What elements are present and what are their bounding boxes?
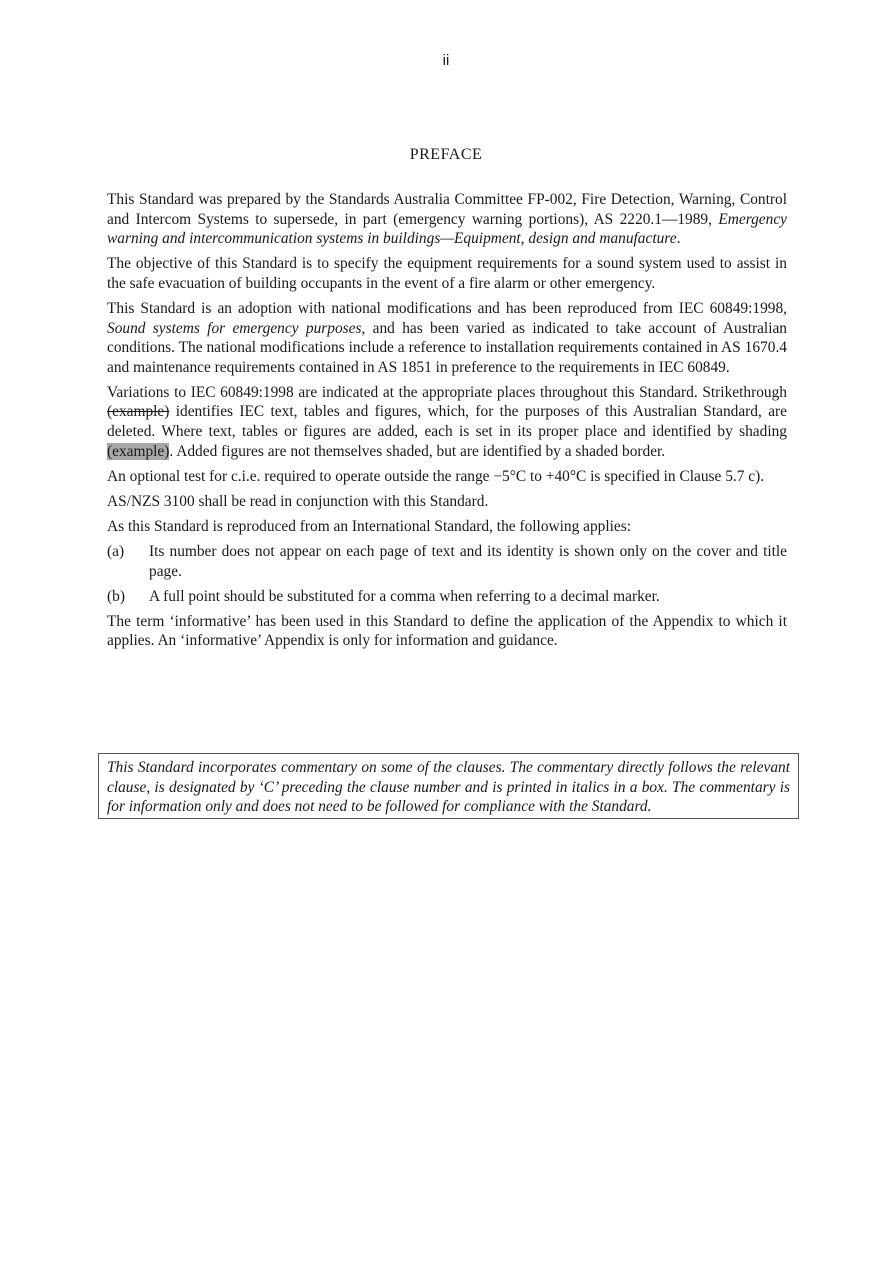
paragraph-applies: As this Standard is reproduced from an International Standard, the following applies: — [107, 517, 632, 535]
shaded-example: (example) — [107, 442, 170, 460]
preface-body — [107, 190, 787, 656]
paragraph-optional-test: An optional test for c.i.e. required to operate outside the range −5°C to +40°C is specified in Clause 5.7 c). — [107, 467, 765, 485]
list-text: A full point should be substituted for a comma when referring to a decimal marker. — [149, 587, 660, 605]
paragraph-conjunction: AS/NZS 3100 shall be read in conjunction with this Standard. — [107, 492, 489, 510]
paragraph-text: This Standard is an adoption with national modifications and has been reproduced from IEC 60849:1998, — [107, 299, 787, 317]
page-number: ii — [442, 52, 450, 69]
list-marker: (b) — [107, 587, 125, 605]
paragraph-text: This Standard was prepared by the Standards Australia Committee FP-002, Fire Detection, Warning, Control and Intercom Systems to supersede, in part (emergency warning portions), AS 2220.1—1989, — [107, 191, 787, 228]
iec-standard-title: Sound systems for emergency purposes — [107, 319, 362, 337]
paragraph-variations — [107, 383, 787, 461]
paragraph-informative: The term ‘informative’ has been used in this Standard to define the application of the Appendix to which it applies. An ‘informative’ Appendix is only for information and guidance. — [107, 612, 787, 650]
list-item — [107, 587, 787, 607]
paragraph-text: . Added figures are not themselves shaded, but are identified by a shaded border. — [169, 442, 666, 460]
paragraph-adoption — [107, 299, 787, 377]
list-item — [107, 542, 787, 581]
list-marker: (a) — [107, 543, 125, 560]
paragraph-text: , and has been varied as indicated to take account of Australian conditions. The national modifications include a reference to installation requirements contained in AS 1670.4 and maintenance requirements contained in AS 1851 in preference to the requirements in IEC 60849. — [107, 319, 788, 376]
page-title: PREFACE — [409, 146, 483, 163]
superseded-standard-title: Emergency warning and intercommunication systems in buildings—Equipment, design and manufacture — [107, 210, 787, 248]
paragraph-text: . — [676, 230, 681, 248]
list-text: Its number does not appear on each page of text and its identity is shown only on the cover and title page. — [149, 543, 787, 580]
strikethrough-example: (example) — [107, 403, 170, 421]
paragraph-supersedes — [107, 190, 787, 249]
paragraph-text: Variations to IEC 60849:1998 are indicated at the appropriate places throughout this Standard. Strikethrough — [107, 383, 787, 401]
paragraph-objective: The objective of this Standard is to specify the equipment requirements for a sound system used to assist in the safe evacuation of building occupants in the event of a fire alarm or other emergency. — [107, 255, 787, 292]
paragraph-text: identifies IEC text, tables and figures, which, for the purposes of this Australian Standard, are deleted. Where text, tables or figures are added, each is set in its proper place and identified by shading — [107, 403, 787, 441]
commentary-box: This Standard incorporates commentary on some of the clauses. The commentary directly follows the relevant clause, is designated by ‘C’ preceding the clause number and is printed in italics in a box. The commentary is for information only and does not need to be followed for compliance with the Standard. — [98, 753, 799, 819]
